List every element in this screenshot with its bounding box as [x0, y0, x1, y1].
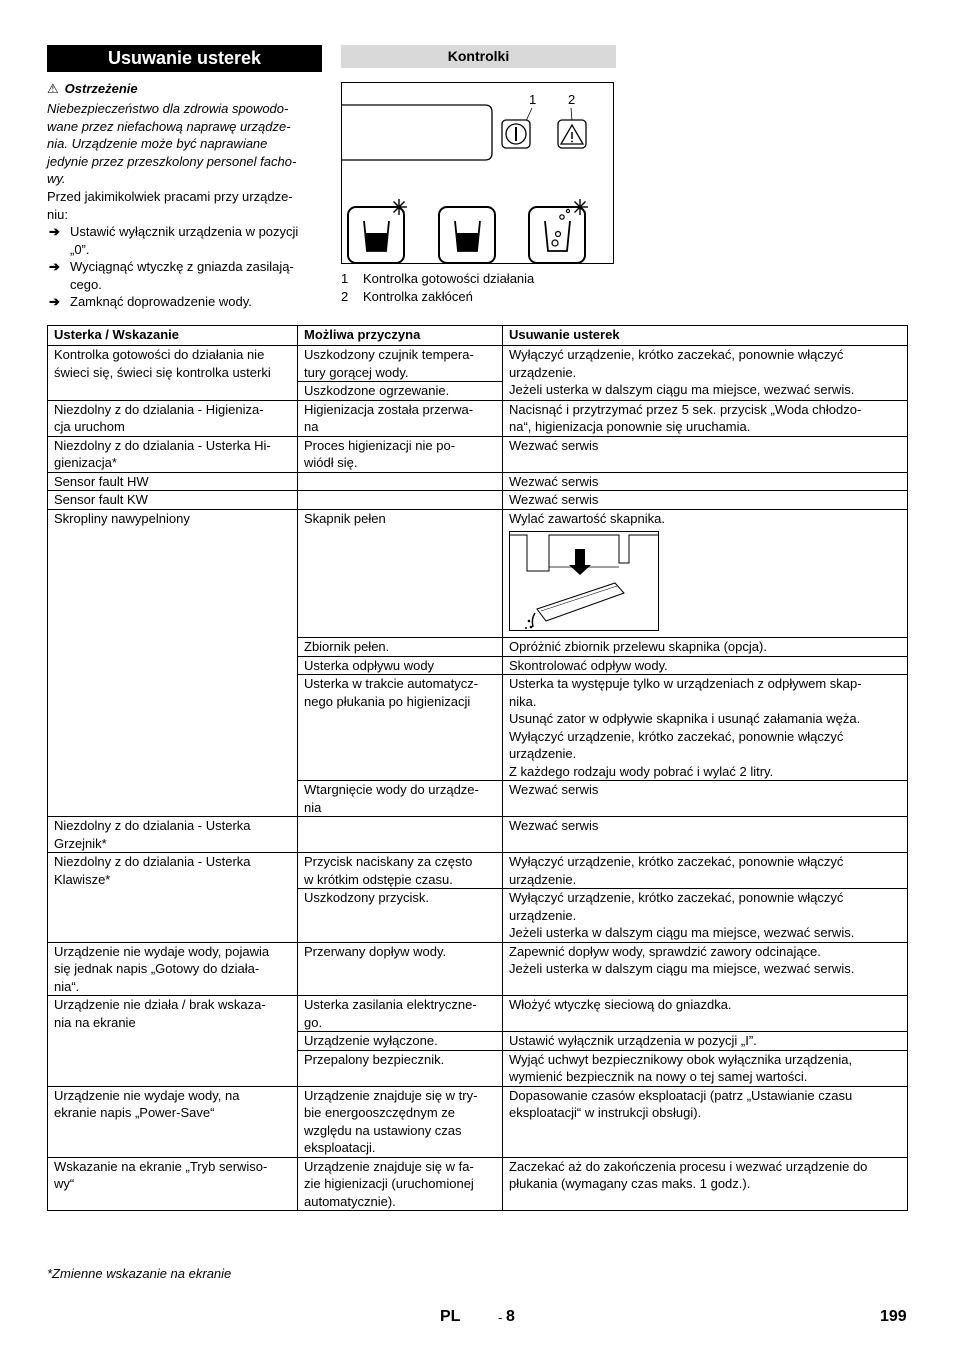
- fault-cell: Urządzenie nie wydaje wody, na ekranie napis „Power-Save“: [48, 1086, 298, 1157]
- control-panel-drawing: [342, 83, 613, 263]
- remedy-cell: Wezwać serwis: [503, 817, 908, 853]
- ready-indicator-icon: [502, 120, 530, 148]
- cause-cell: Urządzenie znajduje się w fa- zie higienizacji (uruchomionej automatycznie).: [298, 1157, 503, 1211]
- remedy-cell: Opróżnić zbiornik przelewu skapnika (opcja).: [503, 638, 908, 657]
- drip-tray-figure: [509, 531, 659, 631]
- callout-1: 1: [529, 92, 537, 107]
- legend-item: 1 Kontrolka gotowości działania: [341, 271, 535, 286]
- warning-line: Niebezpieczeństwo dla zdrowia spowodo-: [47, 101, 289, 116]
- remedy-cell: Skontrolować odpływ wody.: [503, 656, 908, 675]
- panel-legend: [341, 270, 534, 306]
- callout-2: 2: [568, 92, 576, 107]
- remedy-cell: Zapewnić dopływ wody, sprawdzić zawory odcinające. Jeżeli usterka w dalszym ciągu ma miejsce, wezwać serwis.: [503, 942, 908, 996]
- remedy-cell: Ustawić wyłącznik urządzenia w pozycji „I”.: [503, 1032, 908, 1051]
- remedy-cell: Wylać zawartość skapnika.: [503, 509, 908, 638]
- arrow-right-icon: ➔: [49, 224, 60, 239]
- arrow-right-icon: ➔: [49, 259, 60, 274]
- cause-cell: [298, 817, 503, 853]
- cause-cell: Proces higienizacji nie po- wiódł się.: [298, 436, 503, 472]
- cause-cell: Skapnik pełen: [298, 509, 503, 638]
- warning-title: Ostrzeżenie: [64, 81, 138, 96]
- cause-cell: Uszkodzony czujnik tempera- tury gorącej wody.: [298, 346, 503, 382]
- pre-text-line: Przed jakimikolwiek pracami przy urządze-: [47, 189, 293, 204]
- table-header-row: [48, 326, 908, 346]
- safety-steps: [47, 223, 323, 311]
- section-title: Usuwanie usterek: [47, 45, 322, 72]
- fault-cell: Niezdolny z do dzialania - Higieniza- cja uruchom: [48, 400, 298, 436]
- table-row: [48, 1086, 908, 1157]
- fault-cell: Niezdolny z do dzialania - Usterka Grzejnik*: [48, 817, 298, 853]
- cause-cell: Usterka odpływu wody: [298, 656, 503, 675]
- table-row: [48, 346, 908, 382]
- table-row: [48, 996, 908, 1032]
- cause-cell: Usterka w trakcie automatycz- nego płukania po higienizacji: [298, 675, 503, 781]
- remedy-cell: Wyłączyć urządzenie, krótko zaczekać, ponownie włączyć urządzenie.: [503, 853, 908, 889]
- remedy-cell: Włożyć wtyczkę sieciową do gniazdka.: [503, 996, 908, 1032]
- remedy-cell: Zaczekać aż do zakończenia procesu i wezwać urządzenie do płukania (wymagany czas maks. 1 godz.).: [503, 1157, 908, 1211]
- remedy-cell: Wezwać serwis: [503, 491, 908, 510]
- cause-cell: Urządzenie znajduje się w try- bie energooszczędnym ze względu na ustawiony czas eksploatacji.: [298, 1086, 503, 1157]
- remedy-cell: Wyłączyć urządzenie, krótko zaczekać, ponownie włączyć urządzenie. Jeżeli usterka w dalszym ciągu ma miejsce, wezwać serwis.: [503, 346, 908, 401]
- warning-text: [47, 100, 323, 188]
- warning-line: wy.: [47, 171, 66, 186]
- footnote: *Zmienne wskazanie na ekranie: [47, 1266, 232, 1281]
- warning-line: wane przez niefachową naprawę urządze-: [47, 118, 291, 134]
- sparkling-water-button-icon: [529, 199, 588, 263]
- fault-cell: Niezdolny z do dzialania - Usterka Hi- gienizacja*: [48, 436, 298, 472]
- footer-language: PL: [440, 1308, 461, 1325]
- step-item: ➔ Zamknąć doprowadzenie wody.: [49, 294, 252, 309]
- fault-cell: Kontrolka gotowości do działania nie świeci się, świeci się kontrolka usterki: [48, 346, 298, 401]
- remedy-cell: Wezwać serwis: [503, 436, 908, 472]
- fault-indicator-icon: [558, 120, 586, 148]
- cause-cell: Przepalony bezpiecznik.: [298, 1050, 503, 1086]
- control-panel-figure: [341, 82, 614, 264]
- controls-title: Kontrolki: [341, 45, 616, 68]
- warning-line: jedynie przez przeszkolony personel facho-: [47, 153, 297, 169]
- fault-cell: Urządzenie nie działa / brak wskaza- nia na ekranie: [48, 996, 298, 1087]
- step-item: ➔ Ustawić wyłącznik urządzenia w pozycji „0”.: [49, 224, 299, 257]
- table-row: [48, 509, 908, 638]
- table-row: [48, 853, 908, 889]
- cause-cell: Urządzenie wyłączone.: [298, 1032, 503, 1051]
- fault-cell: Sensor fault KW: [48, 491, 298, 510]
- warning-heading: [47, 81, 138, 97]
- table-row: [48, 1157, 908, 1211]
- cause-cell: Wtargnięcie wody do urządze- nia: [298, 781, 503, 817]
- table-row: [48, 472, 908, 491]
- table-row: [48, 491, 908, 510]
- cause-cell: Usterka zasilania elektryczne- go.: [298, 996, 503, 1032]
- header-cause: Możliwa przyczyna: [298, 326, 503, 346]
- remedy-cell: Wezwać serwis: [503, 781, 908, 817]
- table-row: [48, 942, 908, 996]
- step-item: ➔ Wyciągnąć wtyczkę z gniazda zasilają- cego.: [49, 259, 294, 292]
- table-row: [48, 400, 908, 436]
- fault-cell: Niezdolny z do dzialania - Usterka Klawisze*: [48, 853, 298, 943]
- table-row: [48, 436, 908, 472]
- cause-cell: Uszkodzony przycisk.: [298, 889, 503, 943]
- cause-cell: Zbiornik pełen.: [298, 638, 503, 657]
- pre-work-text: [47, 188, 323, 223]
- fault-cell: Sensor fault HW: [48, 472, 298, 491]
- page-number: 199: [880, 1308, 907, 1325]
- cause-cell: Przycisk naciskany za często w krótkim odstępie czasu.: [298, 853, 503, 889]
- cause-cell: Higienizacja została przerwa- na: [298, 400, 503, 436]
- footer-dash: -: [498, 1310, 503, 1325]
- cause-cell: [298, 472, 503, 491]
- fault-cell: Wskazanie na ekranie „Tryb serwiso- wy“: [48, 1157, 298, 1211]
- cause-cell: [298, 491, 503, 510]
- remedy-cell: Wezwać serwis: [503, 472, 908, 491]
- fault-cell: Skropliny nawypelniony: [48, 509, 298, 817]
- arrow-right-icon: ➔: [49, 294, 60, 309]
- remedy-cell: Nacisnąć i przytrzymać przez 5 sek. przycisk „Woda chłodzo- na“, higienizacja ponownie się uruchamia.: [503, 400, 908, 436]
- legend-item: 2 Kontrolka zakłóceń: [341, 289, 473, 304]
- troubleshooting-table: [47, 325, 908, 1211]
- remedy-cell: Wyjąć uchwyt bezpiecznikowy obok wyłącznika urządzenia, wymienić bezpiecznik na nowy o tej samej wartości.: [503, 1050, 908, 1086]
- header-fault: Usterka / Wskazanie: [48, 326, 298, 346]
- warning-icon: ⚠: [47, 81, 59, 96]
- remedy-cell: Wyłączyć urządzenie, krótko zaczekać, ponownie włączyć urządzenie. Jeżeli usterka w dalszym ciągu ma miejsce, wezwać serwis.: [503, 889, 908, 943]
- pre-text-line: niu:: [47, 206, 68, 222]
- warning-line: nia. Urządzenie może być naprawiane: [47, 136, 268, 151]
- remedy-cell: Usterka ta występuje tylko w urządzeniach z odpływem skap- nika. Usunąć zator w odpływie skapnika i usunąć załamania węża. Wyłączyć urządzenie, krótko zaczekać, ponownie włączyć urządzenie. Z każdego rodzaju wody pobrać i wylać 2 litry.: [503, 675, 908, 781]
- cause-cell: Uszkodzone ogrzewanie.: [298, 382, 503, 401]
- remedy-cell: Dopasowanie czasów eksploatacji (patrz „Ustawianie czasu eksploatacji“ w instrukcji obsługi).: [503, 1086, 908, 1157]
- fault-cell: Urządzenie nie wydaje wody, pojawia się jednak napis „Gotowy do działa- nia“.: [48, 942, 298, 996]
- footer-section-page: 8: [506, 1308, 515, 1325]
- table-row: [48, 817, 908, 853]
- water-button-icon: [439, 207, 495, 263]
- header-remedy: Usuwanie usterek: [503, 326, 908, 346]
- cause-cell: Przerwany dopływ wody.: [298, 942, 503, 996]
- cold-water-button-icon: [348, 199, 407, 263]
